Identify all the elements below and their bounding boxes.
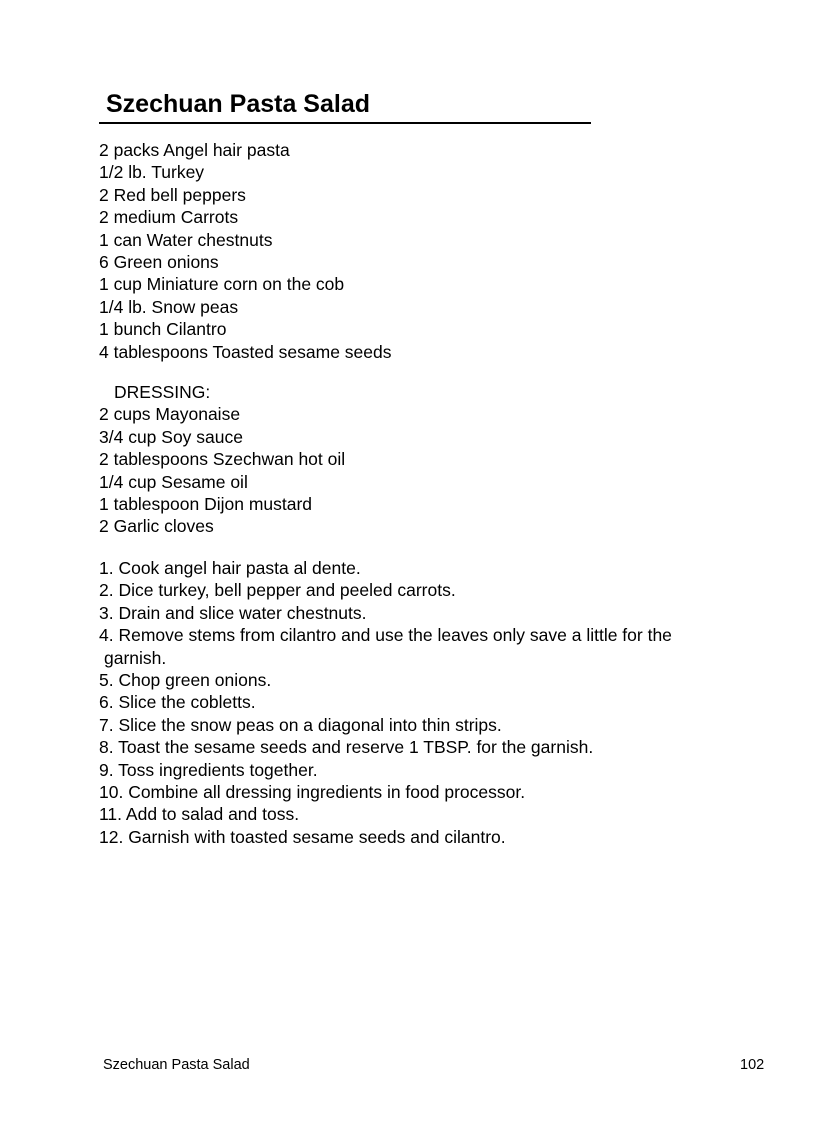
page-number: 102 <box>740 1057 765 1073</box>
ingredient-item: 6 Green onions <box>99 252 219 273</box>
ingredient-item: 1/2 lb. Turkey <box>99 162 205 183</box>
instruction-step: 3. Drain and slice water chestnuts. <box>99 602 367 623</box>
dressing-item: 2 tablespoons Szechwan hot oil <box>99 449 346 470</box>
instruction-step: 2. Dice turkey, bell pepper and peeled carrots. <box>99 580 456 601</box>
ingredient-item: 1/4 lb. Snow peas <box>99 296 239 317</box>
ingredients-list <box>99 139 392 363</box>
instructions-list <box>99 557 672 848</box>
instruction-step: 7. Slice the snow peas on a diagonal into thin strips. <box>99 714 502 735</box>
instruction-step: 12. Garnish with toasted sesame seeds and cilantro. <box>99 826 506 847</box>
dressing-section <box>99 381 345 538</box>
instruction-step: 4. Remove stems from cilantro and use the leaves only save a little for the <box>99 625 672 646</box>
page-title: Szechuan Pasta Salad <box>106 90 371 118</box>
dressing-item: 2 Garlic cloves <box>99 516 214 537</box>
instruction-step: 10. Combine all dressing ingredients in food processor. <box>99 782 526 803</box>
instruction-step: 11. Add to salad and toss. <box>99 804 300 825</box>
ingredient-item: 1 bunch Cilantro <box>99 319 227 340</box>
instruction-step: 8. Toast the sesame seeds and reserve 1 TBSP. for the garnish. <box>99 737 594 758</box>
instruction-step: 1. Cook angel hair pasta al dente. <box>99 558 361 578</box>
ingredient-item: 2 packs Angel hair pasta <box>99 140 290 160</box>
ingredient-item: 2 medium Carrots <box>99 207 239 228</box>
dressing-item: 3/4 cup Soy sauce <box>99 426 243 447</box>
dressing-item: 2 cups Mayonaise <box>99 404 241 425</box>
instruction-step: 6. Slice the cobletts. <box>99 692 256 713</box>
dressing-heading: DRESSING: <box>114 382 211 402</box>
ingredient-item: 2 Red bell peppers <box>99 184 246 205</box>
instruction-step: 5. Chop green onions. <box>99 670 272 691</box>
ingredient-item: 4 tablespoons Toasted sesame seeds <box>99 341 392 362</box>
ingredient-item: 1 cup Miniature corn on the cob <box>99 274 345 295</box>
title-underline <box>99 122 591 124</box>
footer-title: Szechuan Pasta Salad <box>103 1057 250 1073</box>
instruction-step-continuation: garnish. <box>104 647 167 668</box>
ingredient-item: 1 can Water chestnuts <box>99 229 273 250</box>
instruction-step: 9. Toss ingredients together. <box>99 759 318 780</box>
dressing-item: 1 tablespoon Dijon mustard <box>99 494 313 515</box>
dressing-item: 1/4 cup Sesame oil <box>99 471 248 492</box>
